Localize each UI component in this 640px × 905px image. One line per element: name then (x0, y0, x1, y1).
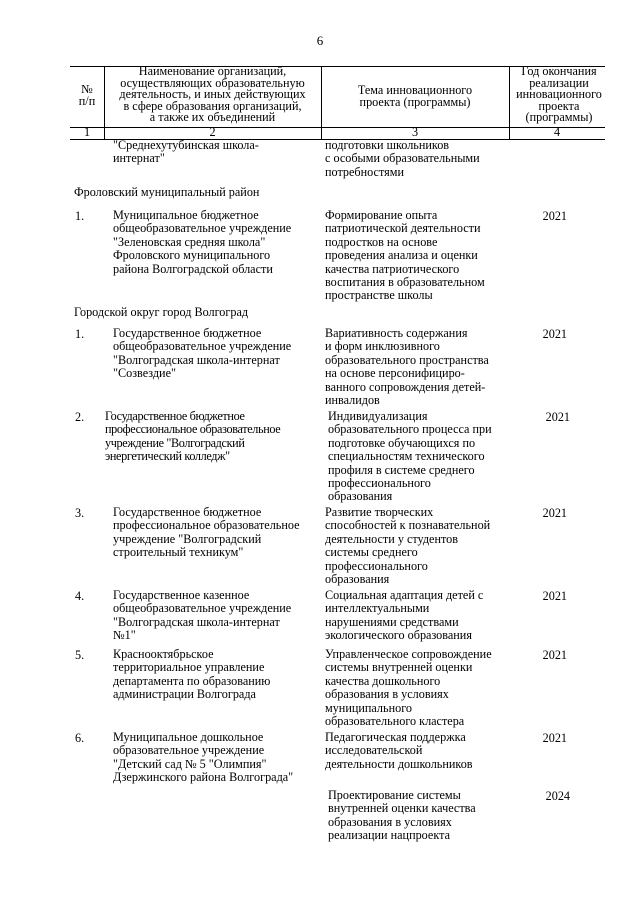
header-colnum-3: 3 (411, 125, 419, 139)
section-title: Фроловский муниципальный район (74, 185, 260, 199)
row-year: 2021 (542, 209, 567, 223)
row-number: 3. (75, 506, 85, 520)
page-number: 6 (316, 33, 324, 48)
row-topic: Проектирование системы внутренней оценки качества образования в условиях реализации нацпроекта (328, 788, 476, 843)
row-organization: Государственное казенное общеобразовательное учреждение "Волгоградская школа-интернат №1" (113, 588, 292, 643)
row-number: 2. (75, 410, 85, 424)
row-number: 1. (75, 327, 85, 341)
row-year: 2021 (545, 410, 570, 424)
row-organization: Государственное бюджетное общеобразовательное учреждение "Волгоградская школа-интернат "Созвездие" (113, 326, 292, 381)
row-organization: Государственное бюджетное профессиональное образовательное учреждение "Волгоградский энергетический колледж" (105, 409, 281, 464)
row-organization: Государственное бюджетное профессиональное образовательное учреждение "Волгоградский строительный техникум" (113, 505, 300, 560)
row-number: 1. (75, 209, 85, 223)
row-year: 2021 (542, 589, 567, 603)
row-year: 2021 (542, 506, 567, 520)
row-number: 6. (75, 731, 85, 745)
row-year: 2021 (542, 731, 567, 745)
header-colnum-2: 2 (209, 125, 216, 139)
continued-org: "Среднехутубинская школа- интернат" (113, 138, 259, 166)
row-topic: Вариативность содержания и форм инклюзивного образовательного пространства на основе персонифициро- ванного сопровождения детей- инвалидов (325, 326, 489, 408)
header-col-year: Год окончания реализации инновационного проекта (программы) (516, 64, 602, 125)
row-number: 4. (75, 589, 85, 603)
header-col-organization: Наименование организаций, осуществляющих образовательную деятельность, и иных действующих в сфере образования организаций, а также их объединений (119, 64, 306, 125)
row-organization: Краснооктябрьское территориальное управление департамента по образованию администрации Волгограда (113, 647, 271, 702)
row-year: 2024 (545, 789, 570, 803)
row-topic: Социальная адаптация детей с интеллектуальными нарушениями средствами экологического образования (325, 588, 484, 643)
section-title: Городской округ город Волгоград (74, 305, 249, 319)
row-organization: Муниципальное дошкольное образовательное учреждение "Детский сад № 5 "Олимпия" Дзержинского района Волгограда" (113, 730, 294, 785)
row-topic: Развитие творческих способностей к познавательной деятельности у студентов системы среднего профессионального образования (325, 505, 491, 587)
row-number: 5. (75, 648, 85, 662)
row-topic: Индивидуализация образовательного процесса при подготовке обучающихся по специальностям технического профиля в системе среднего профессионального образования (328, 409, 492, 504)
header-colnum-4: 4 (553, 125, 561, 139)
header-col-topic: Тема инновационного проекта (программы) (357, 83, 473, 109)
continued-topic: подготовки школьников с особыми образовательными потребностями (325, 138, 480, 179)
row-year: 2021 (542, 648, 567, 662)
row-topic: Педагогическая поддержка исследовательской деятельности дошкольников (325, 730, 473, 771)
row-organization: Муниципальное бюджетное общеобразовательное учреждение "Зеленовская средняя школа" Фроловского муниципального района Волгоградской области (113, 208, 292, 276)
header-col-number: № п/п (78, 82, 96, 108)
row-year: 2021 (542, 327, 567, 341)
row-topic: Управленческое сопровождение системы внутренней оценки качества дошкольного образования в условиях муниципального образовательного кластера (325, 647, 492, 729)
header-colnum-1: 1 (83, 125, 91, 139)
row-topic: Формирование опыта патриотической деятельности подростков на основе проведения анализа и оценки качества патриотического воспитания в образовательном пространстве школы (325, 208, 485, 303)
